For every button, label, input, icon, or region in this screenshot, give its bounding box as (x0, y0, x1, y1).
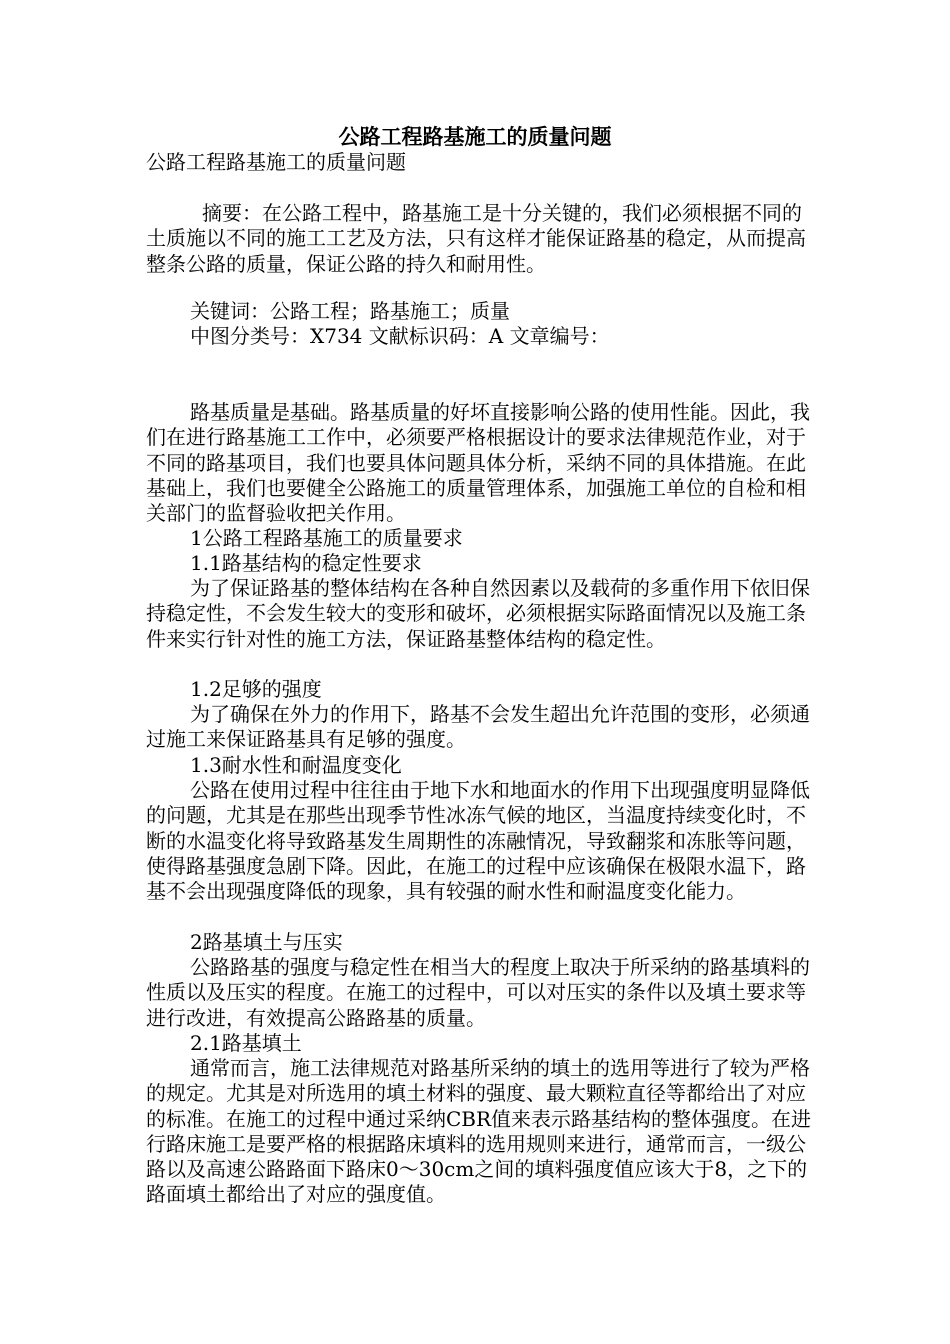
subsection-heading-1-1: 1.1路基结构的稳定性要求 (190, 551, 422, 575)
paragraph-1-1: 为了保证路基的整体结构在各种自然因素以及载荷的多重作用下依旧保持稳定性，不会发生较大的变形和破坏，必须根据实际路面情况以及施工条件来实行针对性的施工方法，保证路基整体结构的稳定性。 (146, 576, 810, 651)
abstract-paragraph: 摘要：在公路工程中，路基施工是十分关键的，我们必须根据不同的土质施以不同的施工工艺及方法，只有这样才能保证路基的稳定，从而提高整条公路的质量，保证公路的持久和耐用性。 (146, 201, 806, 276)
intro-paragraph: 路基质量是基础。路基质量的好坏直接影响公路的使用性能。因此，我们在进行路基施工工作中，必须要严格根据设计的要求法律规范作业，对于不同的路基项目，我们也要具体问题具体分析，采纳不同的具体措施。在此基础上，我们也要健全公路施工的质量管理体系，加强施工单位的自检和相关部门的监督验收把关作用。 (146, 400, 810, 526)
subsection-heading-2-1: 2.1路基填土 (190, 1031, 302, 1055)
section-heading-1: 1公路工程路基施工的质量要求 (190, 526, 463, 550)
keywords-line: 关键词：公路工程；路基施工；质量 (190, 299, 510, 323)
document-title: 公路工程路基施工的质量问题 (338, 125, 612, 149)
document-subtitle: 公路工程路基施工的质量问题 (146, 150, 406, 174)
paragraph-1-3: 公路在使用过程中往往由于地下水和地面水的作用下出现强度明显降低的问题，尤其是在那些出现季节性冰冻气候的地区，当温度持续变化时，不断的水温变化将导致路基发生周期性的冻融情况，导致翻浆和冻胀等问题，使得路基强度急剧下降。因此，在施工的过程中应该确保在极限水温下，路基不会出现强度降低的现象，具有较强的耐水性和耐温度变化能力。 (146, 778, 810, 904)
classification-line: 中图分类号：X734 文献标识码：A 文章编号： (190, 324, 610, 348)
section-heading-2: 2路基填土与压实 (190, 930, 343, 954)
subsection-heading-1-3: 1.3耐水性和耐温度变化 (190, 753, 402, 777)
paragraph-2: 公路路基的强度与稳定性在相当大的程度上取决于所采纳的路基填料的性质以及压实的程度。在施工的过程中，可以对压实的条件以及填土要求等进行改进，有效提高公路路基的质量。 (146, 955, 810, 1030)
subsection-heading-1-2: 1.2足够的强度 (190, 677, 322, 701)
paragraph-2-1: 通常而言，施工法律规范对路基所采纳的填土的选用等进行了较为严格的规定。尤其是对所选用的填土材料的强度、最大颗粒直径等都给出了对应的标准。在施工的过程中通过采纳CBR值来表示路基结构的整体强度。在进行路床施工是要严格的根据路床填料的选用规则来进行，通常而言，一级公路以及高速公路路面下路床0～30cm之间的填料强度值应该大于8，之下的路面填土都给出了对应的强度值。 (146, 1056, 812, 1207)
paragraph-1-2: 为了确保在外力的作用下，路基不会发生超出允许范围的变形，必须通过施工来保证路基具有足够的强度。 (146, 702, 810, 752)
